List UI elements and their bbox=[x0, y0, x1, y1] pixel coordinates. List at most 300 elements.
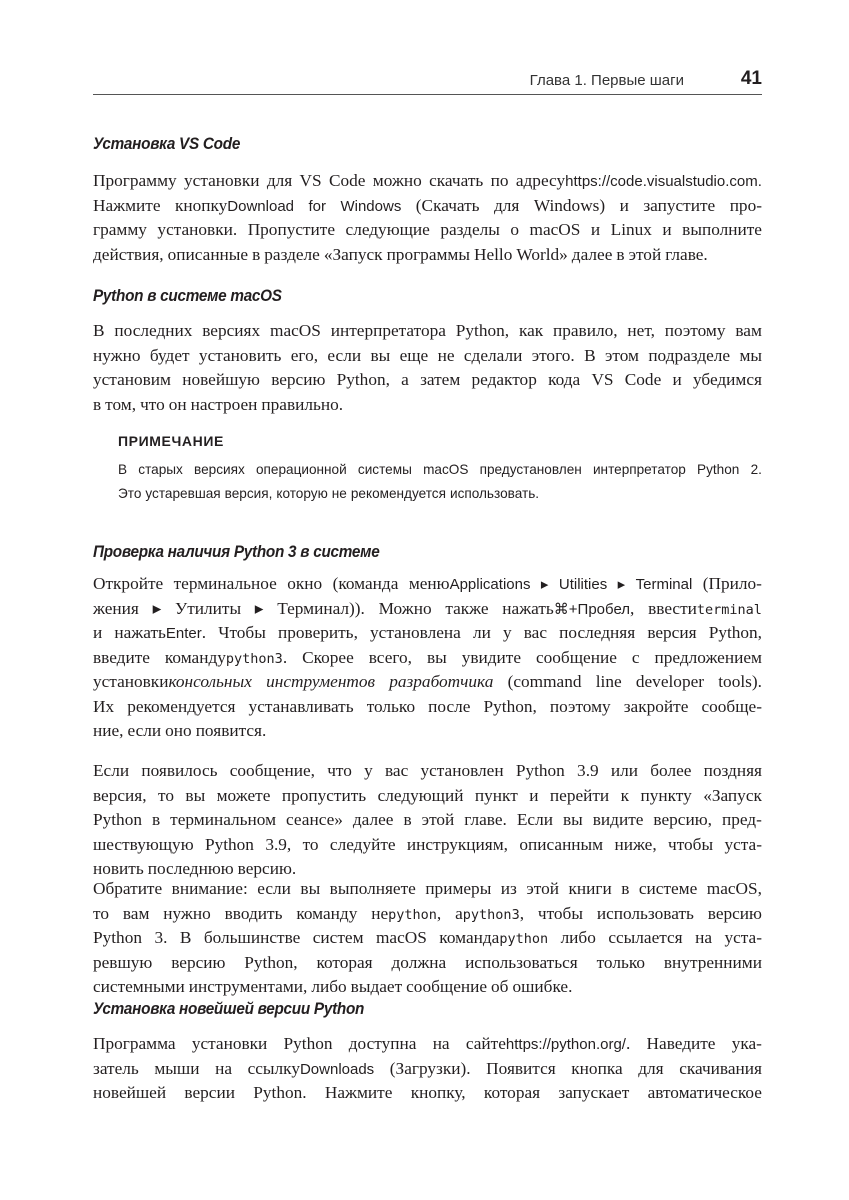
word: также bbox=[445, 598, 489, 618]
word: Python, bbox=[708, 623, 762, 642]
word: (command bbox=[507, 672, 582, 691]
text-line bbox=[118, 458, 762, 482]
word: ▸ bbox=[254, 598, 264, 618]
word: VS bbox=[591, 370, 614, 389]
word: можно bbox=[372, 171, 422, 190]
word: Code bbox=[624, 370, 662, 389]
word: версиях bbox=[194, 462, 245, 477]
running-header bbox=[93, 66, 762, 95]
word: книги bbox=[568, 879, 612, 898]
word: можете bbox=[216, 785, 271, 805]
word: том, bbox=[105, 394, 137, 414]
section-heading: Проверка наличия Python 3 в системе bbox=[93, 542, 380, 561]
word: ссылкуDownloads bbox=[247, 1058, 375, 1078]
word: затем bbox=[420, 370, 461, 389]
word: Python, bbox=[244, 952, 298, 972]
word: описанные bbox=[167, 244, 249, 264]
word: вы bbox=[185, 785, 206, 805]
word: Терминал)). bbox=[277, 598, 365, 618]
text-line bbox=[93, 597, 762, 622]
word: Windows bbox=[340, 197, 402, 215]
word: пункт bbox=[474, 785, 518, 805]
word: Если bbox=[516, 810, 553, 829]
word: мы bbox=[739, 345, 762, 365]
word: на bbox=[215, 1058, 232, 1078]
word: большинстве bbox=[203, 928, 301, 947]
text-line bbox=[93, 243, 762, 268]
word: последнюю bbox=[147, 859, 234, 878]
word: установлен bbox=[420, 761, 504, 780]
word: и bbox=[590, 220, 601, 239]
word: рекомендуется bbox=[127, 696, 236, 716]
word: вам bbox=[735, 321, 762, 340]
word: вас bbox=[523, 623, 548, 642]
word: после bbox=[428, 696, 471, 716]
word: нет, bbox=[627, 321, 655, 340]
word: систем bbox=[312, 928, 364, 947]
text-line bbox=[93, 319, 762, 344]
word: то bbox=[302, 834, 319, 854]
word: Пропустите bbox=[247, 220, 336, 239]
word: что bbox=[140, 394, 165, 414]
word: он bbox=[168, 394, 187, 414]
word: в bbox=[151, 810, 161, 829]
word: поэтому bbox=[549, 696, 611, 716]
word: версию bbox=[707, 903, 762, 923]
word: по bbox=[490, 171, 509, 190]
paragraph bbox=[93, 169, 762, 267]
word: скачивания bbox=[679, 1058, 762, 1078]
word: нажать⌘+Пробел, bbox=[502, 598, 635, 618]
word: в bbox=[616, 244, 625, 264]
chapter-title: Глава 1. Первые шаги bbox=[529, 72, 684, 89]
text-line bbox=[93, 1081, 762, 1106]
word: для bbox=[494, 195, 520, 215]
text-line bbox=[93, 695, 762, 720]
word: macOS bbox=[529, 220, 581, 239]
word: к bbox=[620, 785, 630, 805]
word: tools). bbox=[718, 672, 762, 691]
word: его, bbox=[290, 345, 319, 365]
word: вы bbox=[562, 810, 583, 829]
paragraph bbox=[93, 759, 762, 882]
word: Python, bbox=[483, 696, 537, 716]
word: у bbox=[502, 623, 512, 642]
paragraph bbox=[93, 319, 762, 417]
word: более bbox=[650, 761, 692, 780]
word: введите bbox=[93, 647, 150, 667]
page-number: 41 bbox=[740, 68, 762, 89]
word: перейти bbox=[549, 785, 610, 805]
word: если bbox=[327, 345, 362, 365]
word: для bbox=[266, 171, 293, 190]
word: версию bbox=[271, 370, 326, 389]
word: macOS bbox=[423, 462, 469, 477]
word: уста- bbox=[724, 834, 762, 854]
word: ли bbox=[472, 623, 491, 642]
word: Откройте bbox=[93, 574, 164, 593]
text-line bbox=[93, 169, 762, 194]
word: Python bbox=[204, 834, 254, 854]
word: (Прило- bbox=[702, 574, 762, 593]
word: разделе bbox=[264, 244, 320, 264]
word: из bbox=[500, 879, 517, 898]
word: устанавливать bbox=[248, 696, 354, 716]
word: увидите bbox=[461, 647, 522, 667]
word: Code bbox=[328, 171, 366, 190]
word: последняя bbox=[559, 623, 636, 642]
word: версиях bbox=[202, 321, 261, 340]
word: проверить, bbox=[277, 623, 358, 642]
word: уста- bbox=[724, 928, 762, 947]
word: developer bbox=[635, 672, 705, 691]
word: то bbox=[93, 903, 109, 923]
word: версия, bbox=[93, 785, 147, 805]
word: и bbox=[672, 370, 682, 389]
word: использовать. bbox=[449, 486, 540, 501]
word: для bbox=[638, 1058, 664, 1078]
word: установки bbox=[191, 1034, 268, 1053]
word: следуйте bbox=[329, 834, 396, 854]
word: доступна bbox=[348, 1034, 417, 1053]
word: новить bbox=[93, 859, 144, 878]
word: macOS bbox=[375, 928, 427, 947]
text-line bbox=[93, 572, 762, 597]
word: далее bbox=[571, 244, 613, 264]
text-line bbox=[93, 1057, 762, 1082]
paragraph bbox=[93, 1032, 762, 1106]
word: действия, bbox=[93, 244, 164, 264]
word: в bbox=[93, 394, 102, 414]
word: только bbox=[596, 952, 646, 972]
word: командуpython3. bbox=[164, 647, 288, 667]
word: будет bbox=[149, 345, 190, 365]
word: не bbox=[331, 486, 347, 501]
word: пред- bbox=[721, 810, 762, 829]
word: Их bbox=[93, 696, 115, 716]
word: macOS, bbox=[706, 879, 762, 898]
word: разработчика bbox=[389, 672, 494, 691]
word: Появится bbox=[486, 1058, 556, 1078]
word: главе. bbox=[464, 810, 507, 829]
word: правильно. bbox=[261, 394, 344, 414]
word: использовать bbox=[596, 903, 694, 923]
word: следующие bbox=[345, 220, 430, 239]
word: автоматическое bbox=[647, 1083, 762, 1102]
word: сообщение, bbox=[229, 761, 315, 780]
word: рекомендуется bbox=[350, 486, 446, 501]
word: аpython3, bbox=[455, 903, 525, 923]
text-line bbox=[93, 808, 762, 833]
word: ошибке. bbox=[512, 977, 573, 996]
text-line bbox=[93, 784, 762, 809]
word: предустановлен bbox=[479, 462, 582, 477]
word: версия bbox=[647, 623, 697, 642]
word: Linux bbox=[610, 220, 652, 239]
word: Скорее bbox=[302, 647, 354, 667]
word: как bbox=[518, 321, 544, 340]
word: в bbox=[403, 810, 412, 829]
word: и bbox=[529, 785, 539, 805]
word: которая bbox=[483, 1083, 541, 1102]
word: кнопку, bbox=[410, 1083, 466, 1102]
word: с bbox=[631, 647, 640, 667]
paragraph bbox=[93, 572, 762, 744]
word: еще bbox=[399, 345, 429, 365]
word: внимание: bbox=[171, 879, 248, 898]
word: установим bbox=[93, 370, 171, 389]
word: Python, bbox=[455, 321, 510, 340]
word: Terminal bbox=[635, 576, 693, 593]
word: этой bbox=[526, 879, 559, 898]
word: 3.9 bbox=[577, 761, 599, 780]
word: Python bbox=[283, 1034, 333, 1053]
text-line bbox=[93, 646, 762, 671]
word: настроен bbox=[190, 394, 258, 414]
word: выполняете bbox=[329, 879, 416, 898]
word: установки. bbox=[157, 220, 238, 239]
word: Наведите bbox=[646, 1034, 716, 1053]
word: нажатьEnter. bbox=[114, 623, 207, 642]
word: В bbox=[118, 462, 128, 477]
word: версию bbox=[171, 952, 226, 972]
word: установить bbox=[198, 345, 282, 365]
word: или bbox=[610, 761, 639, 780]
word: ревшую bbox=[93, 952, 153, 972]
word: в bbox=[621, 879, 630, 898]
word: Можно bbox=[378, 598, 432, 618]
word: версия, bbox=[224, 486, 273, 501]
word: Python bbox=[515, 761, 565, 780]
word: for bbox=[308, 197, 326, 215]
word: Нажмите bbox=[93, 195, 161, 215]
word: нужно bbox=[163, 903, 211, 923]
text-line bbox=[93, 621, 762, 646]
word: Программу bbox=[93, 171, 177, 190]
word: которую bbox=[276, 486, 328, 501]
word: (Загрузки). bbox=[389, 1058, 471, 1078]
text-line bbox=[93, 670, 762, 695]
word: этой bbox=[628, 244, 662, 264]
word: поздняя bbox=[703, 761, 762, 780]
word: новейшей bbox=[93, 1083, 167, 1102]
word: чтобы bbox=[537, 903, 583, 923]
word: грамму bbox=[93, 220, 147, 239]
word: установки bbox=[184, 171, 260, 190]
word: интерпретатора bbox=[330, 321, 446, 340]
word: сообще- bbox=[701, 696, 762, 716]
section-heading: Python в системе macOS bbox=[93, 286, 282, 305]
word: инструментов bbox=[266, 672, 376, 691]
word: вы bbox=[300, 879, 321, 898]
word: командаpython bbox=[439, 928, 549, 947]
word: про- bbox=[729, 195, 762, 215]
word: ниже, bbox=[614, 834, 657, 854]
word: кнопка bbox=[571, 1058, 623, 1078]
word: и bbox=[619, 195, 629, 215]
section-heading: Установка новейшей версии Python bbox=[93, 999, 365, 1018]
note-title: ПРИМЕЧАНИЕ bbox=[118, 433, 224, 449]
word: пункту bbox=[640, 785, 692, 805]
word: следующий bbox=[377, 785, 464, 805]
word: терминальном bbox=[170, 810, 277, 829]
word: (Скачать bbox=[415, 195, 480, 215]
word: устаревшая bbox=[145, 486, 221, 501]
word: терминальное bbox=[173, 574, 277, 593]
word: сообщение bbox=[406, 977, 488, 996]
word: запустите bbox=[643, 195, 716, 215]
word: В bbox=[93, 321, 105, 340]
word: адресуhttps://code.visualstudio.com. bbox=[515, 171, 762, 190]
word: если bbox=[257, 879, 291, 898]
word: Это bbox=[118, 486, 142, 501]
word: оно bbox=[165, 721, 192, 740]
word: использоваться bbox=[465, 952, 578, 972]
word: Python bbox=[93, 928, 142, 947]
word: Утилиты bbox=[174, 598, 242, 618]
text-line bbox=[93, 877, 762, 902]
word: ▸ bbox=[152, 598, 162, 618]
word: версию. bbox=[237, 859, 297, 878]
word: установлена bbox=[370, 623, 461, 642]
word: затель bbox=[93, 1058, 139, 1078]
word: правило, bbox=[553, 321, 618, 340]
word: должна bbox=[391, 952, 447, 972]
word: описанным bbox=[519, 834, 604, 854]
word: мыши bbox=[154, 1058, 200, 1078]
word: а bbox=[401, 370, 409, 389]
text-line bbox=[93, 368, 762, 393]
word: В bbox=[179, 928, 192, 947]
word: системными bbox=[93, 977, 185, 996]
word: либо bbox=[311, 977, 347, 996]
word: примеры bbox=[425, 879, 492, 898]
word: на bbox=[432, 1034, 450, 1053]
word: 3.9, bbox=[265, 834, 292, 854]
text-line bbox=[93, 344, 762, 369]
text-line bbox=[93, 759, 762, 784]
text-line bbox=[93, 833, 762, 858]
word: вас bbox=[384, 761, 409, 780]
text-line bbox=[118, 482, 762, 506]
word: В bbox=[584, 345, 596, 365]
word: этой bbox=[421, 810, 455, 829]
text-line bbox=[93, 194, 762, 219]
word: внутренними bbox=[663, 952, 762, 972]
text-line bbox=[93, 926, 762, 951]
word: Программа bbox=[93, 1034, 176, 1053]
word: Python, bbox=[336, 370, 390, 389]
word: выполните bbox=[682, 220, 762, 239]
word: системы bbox=[357, 462, 412, 477]
word: инструкциям, bbox=[406, 834, 509, 854]
word: Если bbox=[93, 761, 130, 780]
word: подразделе bbox=[648, 345, 731, 365]
word: либо bbox=[560, 928, 596, 947]
word: пропустить bbox=[281, 785, 367, 805]
section-heading: Установка VS Code bbox=[93, 134, 241, 153]
text-line bbox=[93, 975, 762, 1000]
word: в bbox=[252, 244, 261, 264]
word: вводить bbox=[224, 903, 283, 923]
word: этого. bbox=[531, 345, 575, 365]
word: закройте bbox=[623, 696, 689, 716]
word: новейшую bbox=[182, 370, 260, 389]
word: поэтому bbox=[664, 321, 726, 340]
word: 2. bbox=[750, 462, 762, 477]
text-line bbox=[93, 951, 762, 976]
text-line bbox=[93, 902, 762, 927]
word: разделы bbox=[440, 220, 500, 239]
word: далее bbox=[352, 810, 394, 829]
word: запускает bbox=[558, 1083, 630, 1102]
word: Чтобы bbox=[218, 623, 266, 642]
paragraph bbox=[93, 877, 762, 1000]
word: Utilities bbox=[558, 576, 608, 593]
word: кода bbox=[548, 370, 581, 389]
word: системе bbox=[638, 879, 698, 898]
word: сделали bbox=[463, 345, 523, 365]
word: то bbox=[158, 785, 174, 805]
word: которая bbox=[316, 952, 373, 972]
word: 3. bbox=[154, 928, 168, 947]
word: скачать bbox=[429, 171, 484, 190]
word: редактор bbox=[471, 370, 537, 389]
word: видите bbox=[592, 810, 644, 829]
word: окно bbox=[287, 574, 323, 593]
word: у bbox=[364, 761, 373, 780]
word: Python bbox=[93, 810, 142, 829]
word: этом bbox=[604, 345, 639, 365]
word: Python. bbox=[253, 1083, 307, 1102]
text-line bbox=[93, 719, 762, 744]
word: неpython, bbox=[371, 903, 442, 923]
word: «Запуск bbox=[703, 785, 762, 805]
word: Hello bbox=[473, 244, 513, 264]
note-body bbox=[118, 458, 762, 506]
word: интерпретатор bbox=[592, 462, 686, 477]
word: вы bbox=[370, 345, 391, 365]
word: «Запуск bbox=[323, 244, 383, 264]
word: программы bbox=[386, 244, 470, 264]
word: VS bbox=[299, 171, 322, 190]
word: не bbox=[437, 345, 455, 365]
word: версию, bbox=[653, 810, 712, 829]
word: если bbox=[127, 721, 162, 740]
word: менюApplications bbox=[408, 574, 531, 593]
word: что bbox=[327, 761, 352, 780]
word: line bbox=[595, 672, 622, 691]
word: убедимся bbox=[692, 370, 762, 389]
text-line bbox=[93, 393, 762, 418]
word: Обратите bbox=[93, 879, 163, 898]
word: инструментами, bbox=[188, 977, 308, 996]
word: и bbox=[93, 623, 103, 642]
word: старых bbox=[138, 462, 183, 477]
word: сайтеhttps://python.org/. bbox=[465, 1034, 631, 1053]
word: Python bbox=[697, 462, 740, 477]
word: ввестиterminal bbox=[648, 598, 762, 618]
word: (команда bbox=[332, 574, 399, 593]
word: ▸ bbox=[617, 576, 626, 593]
word: о bbox=[510, 220, 520, 239]
word: появится. bbox=[195, 721, 267, 740]
word: и bbox=[662, 220, 672, 239]
word: сеансе» bbox=[286, 810, 343, 829]
word: вам bbox=[122, 903, 150, 923]
word: ссылается bbox=[608, 928, 683, 947]
word: операционной bbox=[256, 462, 347, 477]
